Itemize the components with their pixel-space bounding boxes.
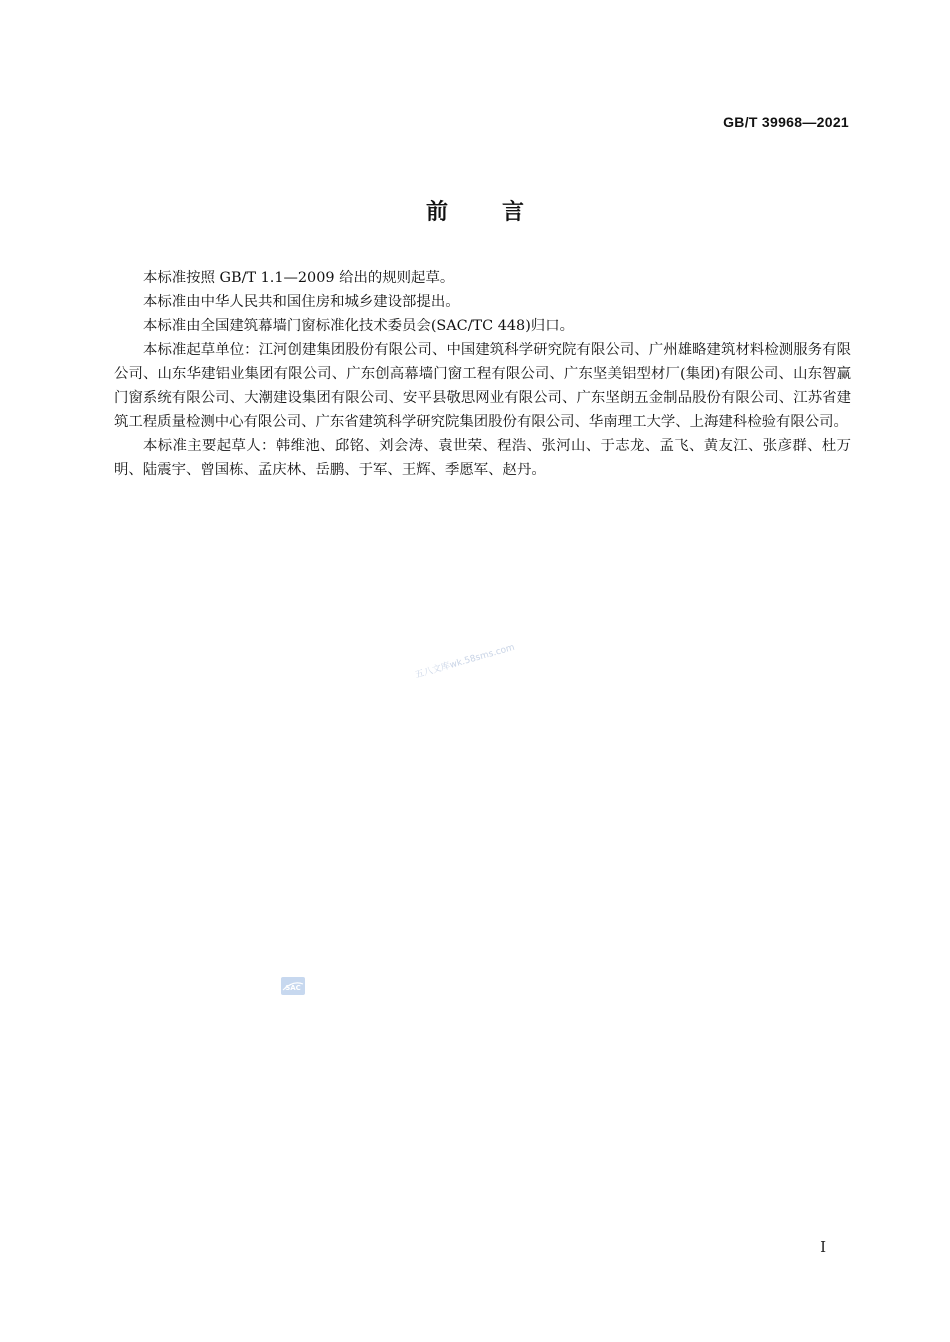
page-title: 前言 (425, 200, 578, 225)
paragraph-technical-committee: 本标准由全国建筑幕墙门窗标准化技术委员会(SAC/TC 448)归口。 (143, 318, 574, 334)
sac-logo-lettering: SAC (285, 984, 301, 992)
watermark-text: 五八文库wk.58sms.com (414, 642, 516, 681)
paragraph-drafting-rules: 本标准按照 GB/T 1.1—2009 给出的规则起草。 (143, 270, 455, 286)
sac-logo-icon (281, 977, 305, 995)
standard-number: GB/T 39968—2021 (723, 114, 849, 130)
paragraph-proposer: 本标准由中华人民共和国住房和城乡建设部提出。 (143, 294, 460, 310)
page-number: I (820, 1238, 826, 1256)
foreword-body (114, 266, 851, 482)
paragraph-main-drafters: 本标准主要起草人：韩维池、邱铭、刘会涛、袁世荣、程浩、张河山、于志龙、孟飞、黄友江、张彦群、杜万明、陆震宇、曾国栋、孟庆林、岳鹏、于军、王辉、季愿军、赵丹。 (114, 438, 851, 478)
paragraph-drafting-organizations: 本标准起草单位：江河创建集团股份有限公司、中国建筑科学研究院有限公司、广州雄略建筑材料检测服务有限公司、山东华建铝业集团有限公司、广东创高幕墙门窗工程有限公司、广东坚美铝型材厂(集团)有限公司、山东智赢门窗系统有限公司、大潮建设集团有限公司、安平县敬思网业有限公司、广东坚朗五金制品股份有限公司、江苏省建筑工程质量检测中心有限公司、广东省建筑科学研究院集团股份有限公司、华南理工大学、上海建科检验有限公司。 (114, 342, 851, 430)
